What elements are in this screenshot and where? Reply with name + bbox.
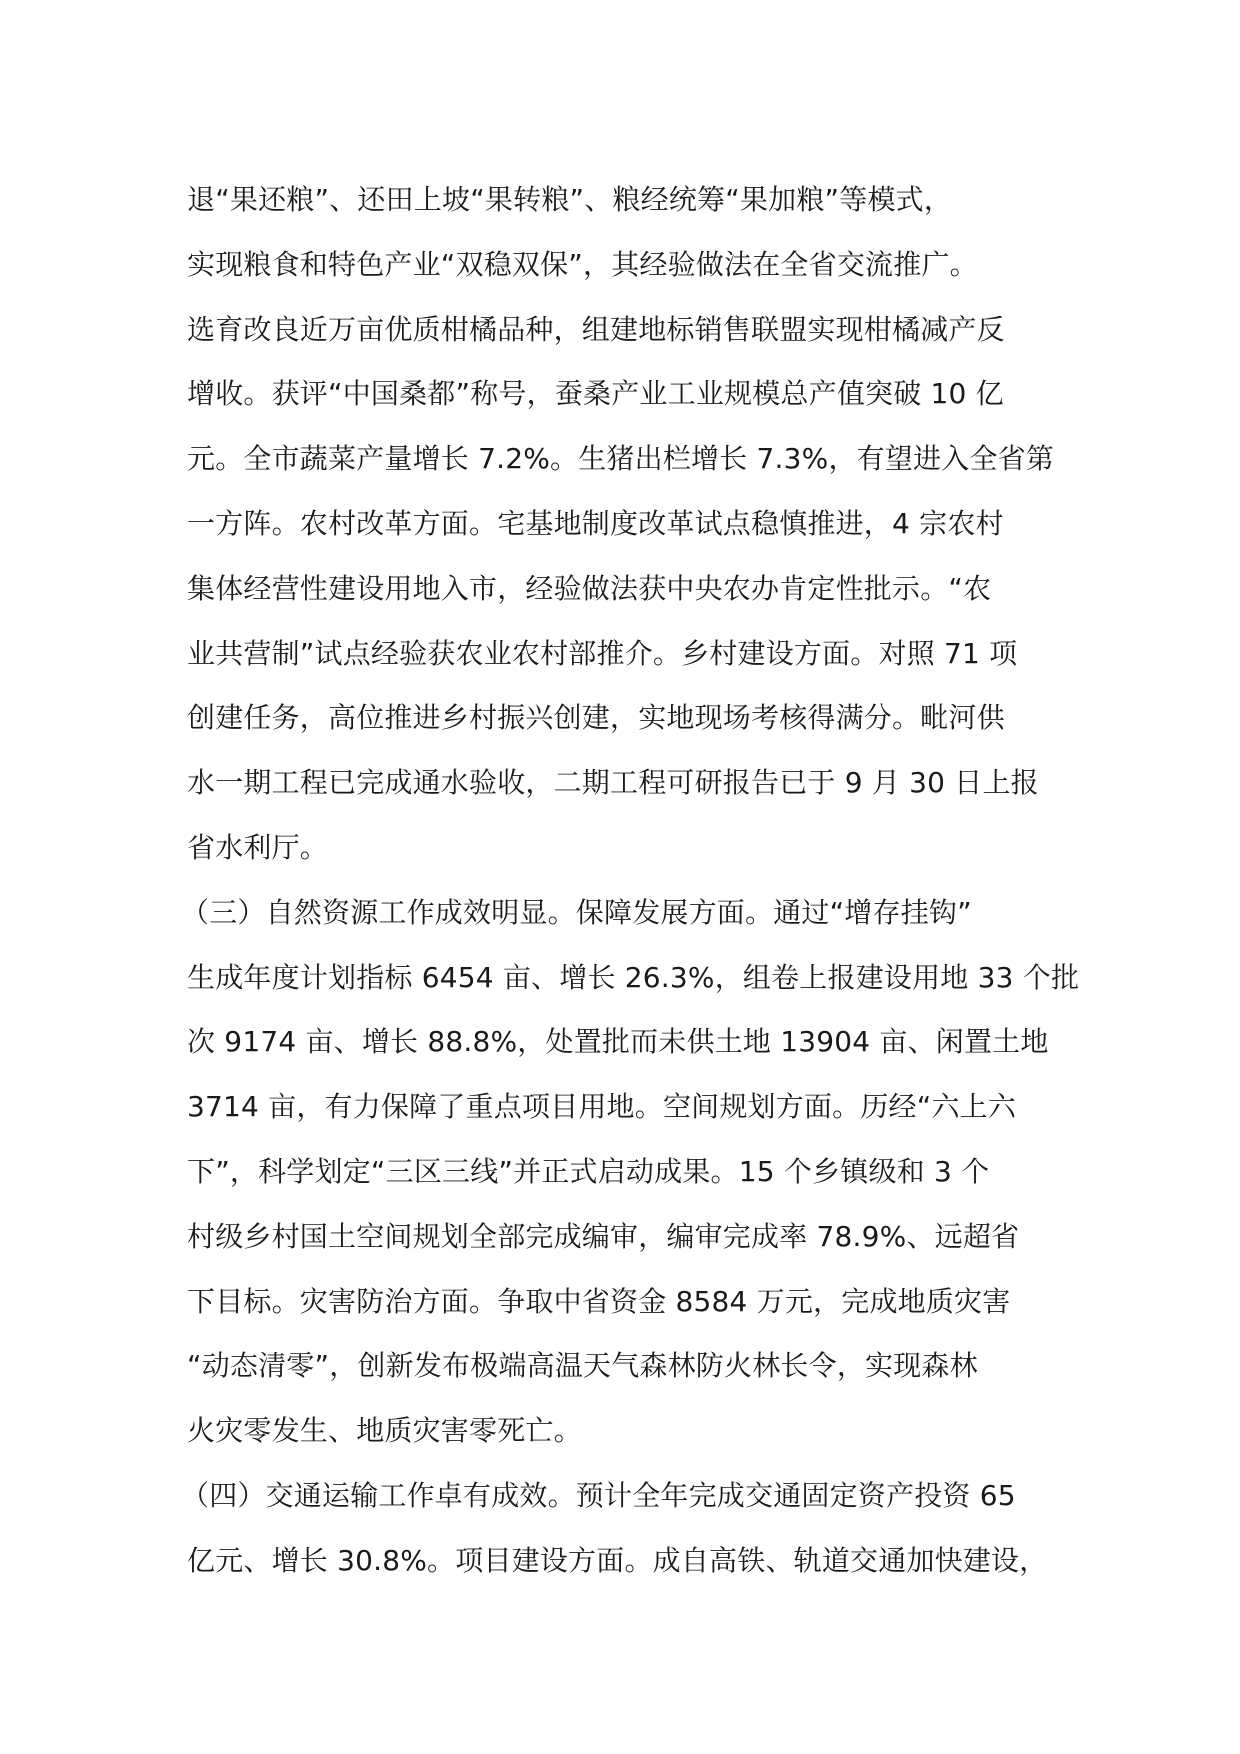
text-line: 省水利厅。 — [187, 830, 329, 864]
text-line: 选育改良近万亩优质柑橘品种，组建地标销售联盟实现柑橘减产反 — [187, 312, 1005, 346]
section-heading-line: （四）交通运输工作卓有成效。预计全年完成交通固定资产投资 65 — [181, 1478, 1016, 1512]
text-line: “动态清零”，创新发布极端高温天气森林防火林长令，实现森林 — [187, 1349, 978, 1383]
section-heading-line: （三）自然资源工作成效明显。保障发展方面。通过“增存挂钩” — [181, 895, 972, 929]
text-line: 集体经营性建设用地入市，经验做法获中央农办肯定性批示。“农 — [187, 571, 992, 605]
text-line: 亿元、增长 30.8%。项目建设方面。成自高铁、轨道交通加快建设， — [187, 1543, 1048, 1577]
text-line: 实现粮食和特色产业“双稳双保”，其经验做法在全省交流推广。 — [187, 247, 978, 281]
text-line: 退“果还粮”、还田上坡“果转粮”、粮经统筹“果加粮”等模式， — [187, 183, 953, 216]
text-line: 次 9174 亩、增长 88.8%，处置批而未供土地 13904 亩、闲置土地 — [187, 1025, 1049, 1059]
text-line: 一方阵。农村改革方面。宅基地制度改革试点稳慎推进，4 宗农村 — [187, 506, 1004, 540]
text-line: 3714 亩，有力保障了重点项目用地。空间规划方面。历经“六上六 — [187, 1090, 1017, 1124]
body-text — [181, 168, 1080, 1594]
text-line: 增收。获评“中国桑都”称号，蚕桑产业工业规模总产值突破 10 亿 — [187, 377, 1004, 411]
text-line: 下目标。灾害防治方面。争取中省资金 8584 万元，完成地质灾害 — [187, 1284, 1011, 1318]
text-line: 下”，科学划定“三区三线”并正式启动成果。15 个乡镇级和 3 个 — [187, 1154, 990, 1188]
text-line: 火灾零发生、地质灾害零死亡。 — [187, 1414, 582, 1448]
text-line: 村级乡村国土空间规划全部完成编审，编审完成率 78.9%、远超省 — [187, 1219, 1020, 1253]
text-line: 业共营制”试点经验获农业农村部推介。乡村建设方面。对照 71 项 — [187, 636, 1018, 670]
text-line: 创建任务，高位推进乡村振兴创建，实地现场考核得满分。毗河供 — [187, 701, 1005, 735]
text-line: 生成年度计划指标 6454 亩、增长 26.3%，组卷上报建设用地 33 个批 — [187, 960, 1080, 994]
text-line: 水一期工程已完成通水验收，二期工程可研报告已于 9 月 30 日上报 — [187, 766, 1039, 800]
text-line: 元。全市蔬菜产量增长 7.2%。生猪出栏增长 7.3%，有望进入全省第 — [187, 442, 1055, 476]
